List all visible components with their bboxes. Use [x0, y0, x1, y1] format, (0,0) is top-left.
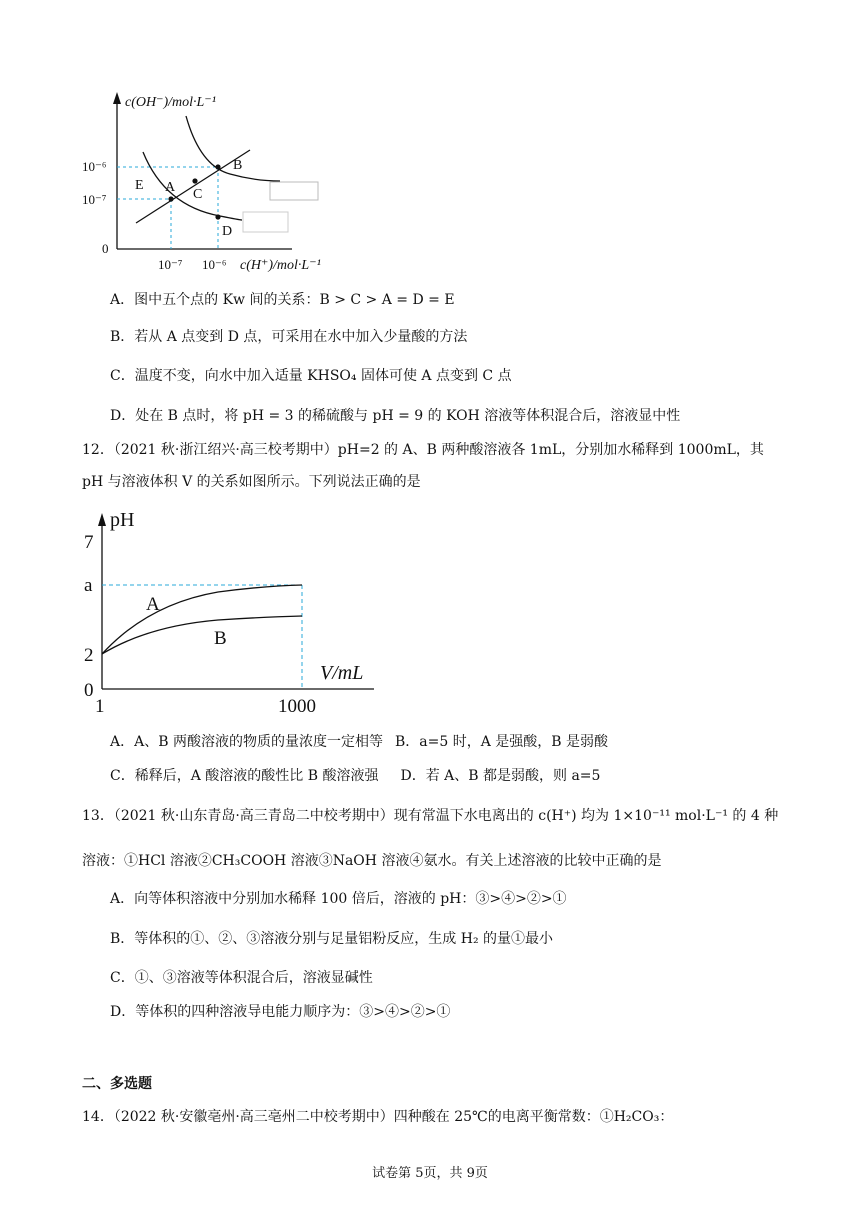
q11-option-c-text: 温度不变，向水中加入适量 KHSO₄ 固体可使 A 点变到 C 点 — [134, 368, 512, 384]
curve-b-label: B — [214, 628, 227, 649]
q11-option-d — [110, 406, 680, 426]
q11-option-d-text: 处在 B 点时，将 pH = 3 的稀硫酸与 pH = 9 的 KOH 溶液等体积混合后，溶液显中性 — [135, 408, 681, 424]
curve-a-label: A — [146, 594, 160, 615]
q13-stem-line2: 溶液：①HCl 溶液②CH₃COOH 溶液③NaOH 溶液④氨水。有关上述溶液的比较中正确的是 — [82, 853, 662, 869]
q12-option-c: C．稀释后，A 酸溶液的酸性比 B 酸溶液强 — [110, 768, 379, 784]
q13-option-b-text: 等体积的①、②、③溶液分别与足量铝粉反应，生成 H₂ 的量①最小 — [134, 931, 554, 947]
q11-option-d-letter: D． — [110, 408, 136, 424]
q13-option-b-letter: B． — [110, 931, 135, 947]
q13-option-a — [110, 889, 567, 909]
label-a: A — [165, 180, 176, 195]
q13-stem-line1: 13．（2021 秋·山东青岛·高三青岛二中校考期中）现有常温下水电离出的 c(H⁺) 均为 1×10⁻¹¹ mol·L⁻¹ 的 4 种 — [82, 808, 779, 824]
figure2-ytick-0: 0 — [84, 680, 94, 701]
point-c — [192, 178, 197, 183]
section-heading-multiple-choice: 二、多选题 — [82, 1076, 152, 1092]
q12-stem-line1: 12．（2021 秋·浙江绍兴·高三校考期中）pH=2 的 A、B 两种酸溶液各 1mL，分别加水稀释到 1000mL，其 — [82, 442, 764, 458]
label-e: E — [135, 178, 144, 193]
q11-option-a — [110, 290, 455, 310]
label-c: C — [193, 187, 203, 202]
figure2-ytick-2: 2 — [84, 645, 94, 666]
q12-stem-line2: pH 与溶液体积 V 的关系如图所示。下列说法正确的是 — [82, 474, 421, 490]
point-d — [215, 214, 220, 219]
q13-option-c-text: ①、③溶液等体积混合后，溶液显碱性 — [134, 970, 373, 986]
q13-option-a-text: 向等体积溶液中分别加水稀释 100 倍后，溶液的 pH：③>④>②>① — [134, 891, 567, 907]
q13-option-d-text: 等体积的四种溶液导电能力顺序为：③>④>②>① — [135, 1004, 451, 1020]
q11-option-a-text: 图中五个点的 Kw 间的关系：B > C > A = D = E — [134, 292, 455, 308]
q13-option-a-letter: A． — [110, 891, 135, 907]
q12-option-a: A．A、B 两酸溶液的物质的量浓度一定相等 — [110, 734, 383, 750]
figure1-curve-low — [143, 152, 242, 220]
figure2-ytick-a: a — [84, 575, 93, 596]
q11-option-b-text: 若从 A 点变到 D 点，可采用在水中加入少量酸的方法 — [134, 329, 468, 345]
page-footer: 试卷第 5页，共 9页 — [372, 1166, 488, 1181]
figure1-xtick-2: 10⁻⁶ — [202, 257, 227, 272]
q13-option-c-letter: C． — [110, 970, 135, 986]
figure1-ytick-3: 0 — [102, 241, 109, 256]
q11-option-c — [110, 366, 512, 386]
figure2-xtick-1: 1 — [95, 696, 105, 717]
figure2-x-label: V/mL — [320, 662, 364, 684]
q11-option-a-letter: A． — [110, 292, 135, 308]
figure1-x-label: c(H⁺)/mol·L⁻¹ — [240, 258, 321, 273]
point-b — [215, 164, 220, 169]
figure1-xtick-1: 10⁻⁷ — [158, 257, 183, 272]
q12-options-row2 — [110, 766, 600, 786]
figure2-ytick-7: 7 — [84, 532, 94, 553]
q12-options-row1 — [110, 732, 608, 752]
curve-b — [102, 616, 302, 654]
q12-option-b: B．a=5 时，A 是强酸，B 是弱酸 — [394, 734, 608, 750]
curve-a — [102, 585, 302, 654]
q14-stem: 14．（2022 秋·安徽亳州·高三亳州二中校考期中）四种酸在 25℃的电离平衡常数：①H₂CO₃： — [82, 1109, 674, 1125]
figure1-ytick-2: 10⁻⁷ — [82, 192, 107, 207]
q11-option-b-letter: B． — [110, 329, 135, 345]
q13-option-c — [110, 968, 373, 988]
q13-option-d — [110, 1002, 450, 1022]
figure1-kw-chart — [80, 86, 370, 276]
point-a — [168, 196, 173, 201]
figure2-ph-chart — [78, 504, 388, 719]
figure2-y-label: pH — [110, 509, 135, 531]
label-b: B — [233, 158, 243, 173]
q11-option-b — [110, 327, 467, 347]
q13-option-b — [110, 929, 553, 949]
figure2-xtick-1000: 1000 — [278, 696, 316, 717]
figure1-y-label: c(OH⁻)/mol·L⁻¹ — [125, 95, 216, 110]
label-d: D — [222, 224, 233, 239]
q12-option-d: D．若 A、B 都是弱酸，则 a=5 — [400, 768, 601, 784]
q11-option-c-letter: C． — [110, 368, 135, 384]
figure1-ytick-1: 10⁻⁶ — [82, 159, 107, 174]
q13-option-d-letter: D． — [110, 1004, 136, 1020]
